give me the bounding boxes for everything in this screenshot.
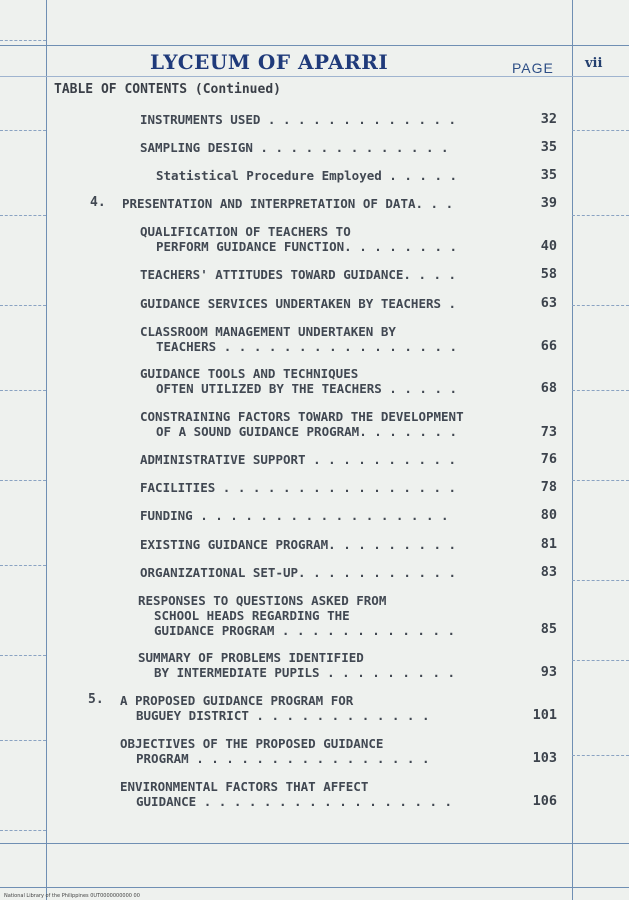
toc-page-number: 66 <box>540 338 557 354</box>
toc-entry-text: SAMPLING DESIGN . . . . . . . . . . . . . <box>140 140 449 155</box>
right-dash-8 <box>572 755 629 756</box>
toc-page-number: 68 <box>540 380 557 396</box>
toc-entry-text: GUIDANCE TOOLS AND TECHNIQUES <box>140 366 359 381</box>
toc-entry <box>140 366 457 396</box>
toc-page-number: 39 <box>540 195 557 211</box>
toc-entry-text: SCHOOL HEADS REGARDING THE <box>154 608 350 623</box>
toc-entry-text: INSTRUMENTS USED . . . . . . . . . . . . . <box>140 112 457 127</box>
toc-page-number: 58 <box>540 266 557 282</box>
toc-entry-text: QUALIFICATION OF TEACHERS TO <box>140 224 351 239</box>
toc-entry-text: RESPONSES TO QUESTIONS ASKED FROM <box>138 593 387 608</box>
toc-entry-text: ENVIRONMENTAL FACTORS THAT AFFECT <box>120 779 369 794</box>
toc-entry <box>140 452 456 467</box>
right-dash-3 <box>572 305 629 306</box>
toc-entry <box>140 480 456 495</box>
toc-heading: TABLE OF CONTENTS (Continued) <box>54 82 281 97</box>
page-label: PAGE <box>512 60 554 76</box>
bottom-rule-1 <box>0 843 629 844</box>
toc-entry-text: BUGUEY DISTRICT . . . . . . . . . . . . <box>136 708 430 723</box>
left-dash-6 <box>0 480 46 481</box>
right-dash-2 <box>572 215 629 216</box>
toc-entry-text: FUNDING . . . . . . . . . . . . . . . . . <box>140 508 449 523</box>
right-dash-7 <box>572 660 629 661</box>
toc-entry <box>140 565 456 580</box>
toc-entry-text: Statistical Procedure Employed . . . . . <box>156 168 458 183</box>
toc-entry-text: PRESENTATION AND INTERPRETATION OF DATA. . . <box>122 196 454 211</box>
left-dash-2 <box>0 130 46 131</box>
chapter-number: 4. <box>90 195 106 210</box>
toc-page-number: 85 <box>540 621 557 637</box>
toc-page-number: 63 <box>540 295 557 311</box>
chapter-number: 5. <box>88 692 104 707</box>
toc-page-number: 76 <box>540 451 557 467</box>
toc-page-number: 103 <box>532 750 557 766</box>
left-dash-7 <box>0 565 46 566</box>
toc-entry-text: GUIDANCE . . . . . . . . . . . . . . . . . <box>136 794 453 809</box>
right-dash-5 <box>572 480 629 481</box>
toc-entry-text: OFTEN UTILIZED BY THE TEACHERS . . . . . <box>156 381 458 396</box>
toc-entry-text: CLASSROOM MANAGEMENT UNDERTAKEN BY <box>140 324 396 339</box>
left-dash-9 <box>0 740 46 741</box>
page-number: vii <box>585 56 603 71</box>
right-dash-4 <box>572 390 629 391</box>
toc-entry-text: OF A SOUND GUIDANCE PROGRAM. . . . . . . <box>156 424 458 439</box>
toc-entry-text: EXISTING GUIDANCE PROGRAM. . . . . . . . . <box>140 537 457 552</box>
toc-entry-text: TEACHERS . . . . . . . . . . . . . . . . <box>156 339 458 354</box>
toc-entry <box>138 650 455 680</box>
toc-entry <box>140 140 449 155</box>
left-dash-10 <box>0 830 46 831</box>
toc-page-number: 83 <box>540 564 557 580</box>
toc-page-number: 35 <box>540 167 557 183</box>
toc-entry <box>140 508 449 523</box>
toc-entry-text: OBJECTIVES OF THE PROPOSED GUIDANCE <box>120 736 384 751</box>
toc-entry-text: CONSTRAINING FACTORS TOWARD THE DEVELOPMENT <box>140 409 464 424</box>
scan-footer: National Library of the Philippines 0UT0000000000 00 <box>4 893 140 899</box>
toc-page-number: 81 <box>540 536 557 552</box>
toc-entry-text: A PROPOSED GUIDANCE PROGRAM FOR <box>120 693 354 708</box>
toc-entry <box>140 267 456 282</box>
toc-page-number: 106 <box>532 793 557 809</box>
toc-entry-text: BY INTERMEDIATE PUPILS . . . . . . . . . <box>154 665 456 680</box>
toc-entry-text: ORGANIZATIONAL SET-UP. . . . . . . . . . . <box>140 565 457 580</box>
toc-entry-text: GUIDANCE SERVICES UNDERTAKEN BY TEACHERS . <box>140 296 457 311</box>
header-rule <box>0 76 629 77</box>
toc-entry <box>156 168 457 183</box>
toc-page-number: 32 <box>540 111 557 127</box>
left-dash-4 <box>0 305 46 306</box>
toc-page-number: 80 <box>540 507 557 523</box>
toc-entry-text: SUMMARY OF PROBLEMS IDENTIFIED <box>138 650 364 665</box>
left-dash-5 <box>0 390 46 391</box>
page-title: LYCEUM OF APARRI <box>150 50 389 74</box>
toc-entry-text: ADMINISTRATIVE SUPPORT . . . . . . . . . . <box>140 452 457 467</box>
toc-entry <box>140 324 457 354</box>
right-dash-6 <box>572 580 629 581</box>
left-dash-3 <box>0 215 46 216</box>
right-margin-rule <box>572 0 573 900</box>
toc-entry-text: GUIDANCE PROGRAM . . . . . . . . . . . . <box>154 623 456 638</box>
toc-page-number: 93 <box>540 664 557 680</box>
toc-entry-text: TEACHERS' ATTITUDES TOWARD GUIDANCE. . . . <box>140 267 457 282</box>
toc-entry <box>120 736 430 766</box>
toc-entry-text: FACILITIES . . . . . . . . . . . . . . . . <box>140 480 457 495</box>
toc-entry <box>120 779 452 809</box>
toc-page-number: 35 <box>540 139 557 155</box>
toc-chapter-entry <box>122 196 453 211</box>
toc-entry <box>140 409 464 439</box>
toc-page-number: 101 <box>532 707 557 723</box>
toc-page-number: 78 <box>540 479 557 495</box>
toc-entry <box>140 112 456 127</box>
toc-page-number: 40 <box>540 238 557 254</box>
toc-entry <box>140 537 456 552</box>
left-dash-1 <box>0 40 46 41</box>
bottom-rule-2 <box>0 887 629 888</box>
left-margin-rule <box>46 0 47 900</box>
toc-entry <box>140 224 457 254</box>
toc-entry-text: PROGRAM . . . . . . . . . . . . . . . . <box>136 751 430 766</box>
left-dash-8 <box>0 655 46 656</box>
toc-page-number: 73 <box>540 424 557 440</box>
top-rule <box>0 45 629 46</box>
toc-chapter-entry <box>120 693 430 723</box>
toc-entry-text: PERFORM GUIDANCE FUNCTION. . . . . . . . <box>156 239 458 254</box>
toc-entry <box>138 593 455 638</box>
toc-entry <box>140 296 456 311</box>
right-dash-1 <box>572 130 629 131</box>
